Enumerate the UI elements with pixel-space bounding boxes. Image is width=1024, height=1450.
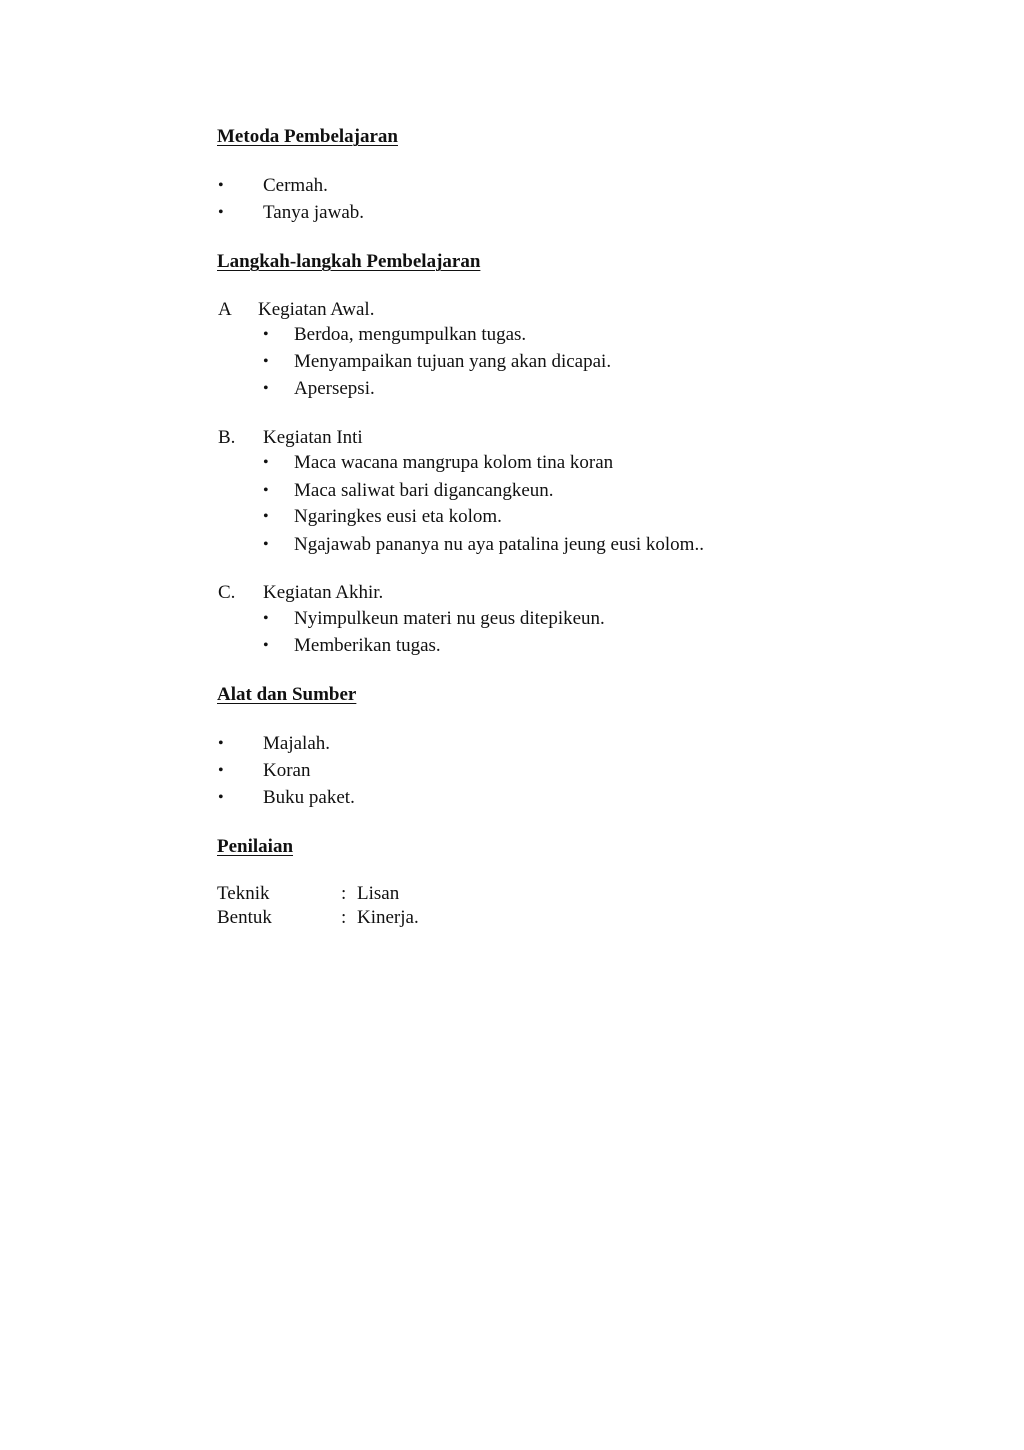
list-item: Nyimpulkeun materi nu geus ditepikeun.: [294, 608, 605, 629]
heading-metoda-pembelajaran: Metoda Pembelajaran: [217, 126, 398, 147]
group-marker: C.: [218, 582, 236, 603]
group-marker: A: [218, 299, 232, 320]
list-item: Apersepsi.: [294, 378, 375, 399]
list-item: Ngajawab pananya nu aya patalina jeung eusi kolom..: [294, 534, 704, 555]
bullet-icon: •: [263, 536, 269, 553]
bullet-icon: •: [263, 508, 269, 525]
group-title: Kegiatan Awal.: [258, 299, 375, 320]
group-title: Kegiatan Inti: [263, 427, 363, 448]
list-item: Majalah.: [263, 733, 331, 754]
list-item: Berdoa, mengumpulkan tugas.: [294, 324, 527, 345]
list-item: Buku paket.: [263, 787, 355, 808]
list-item: Tanya jawab.: [263, 202, 365, 223]
penilaian-label: Bentuk: [217, 907, 272, 928]
group-marker: B.: [218, 427, 236, 448]
bullet-icon: •: [263, 482, 269, 499]
heading-langkah-pembelajaran: Langkah-langkah Pembelajaran: [217, 251, 481, 272]
heading-penilaian: Penilaian: [217, 836, 294, 857]
list-item: Maca wacana mangrupa kolom tina koran: [294, 452, 614, 473]
penilaian-label: Teknik: [217, 883, 270, 904]
penilaian-value: Lisan: [357, 883, 400, 904]
list-item: Ngaringkes eusi eta kolom.: [294, 506, 502, 527]
bullet-icon: •: [263, 380, 269, 397]
bullet-icon: •: [263, 353, 269, 370]
list-item: Cermah.: [263, 175, 328, 196]
list-item: Memberikan tugas.: [294, 635, 441, 656]
bullet-icon: •: [263, 326, 269, 343]
group-title: Kegiatan Akhir.: [263, 582, 384, 603]
bullet-icon: •: [218, 789, 224, 806]
heading-alat-dan-sumber: Alat dan Sumber: [217, 684, 357, 705]
bullet-icon: •: [263, 454, 269, 471]
list-item: Menyampaikan tujuan yang akan dicapai.: [294, 351, 612, 372]
penilaian-value: Kinerja.: [357, 907, 419, 928]
bullet-icon: •: [218, 735, 224, 752]
bullet-icon: •: [218, 762, 224, 779]
list-item: Koran: [263, 760, 311, 781]
bullet-icon: •: [218, 204, 224, 221]
penilaian-separator: :: [341, 883, 347, 904]
bullet-icon: •: [218, 177, 224, 194]
list-item: Maca saliwat bari digancangkeun.: [294, 480, 554, 501]
penilaian-separator: :: [341, 907, 347, 928]
bullet-icon: •: [263, 610, 269, 627]
bullet-icon: •: [263, 637, 269, 654]
